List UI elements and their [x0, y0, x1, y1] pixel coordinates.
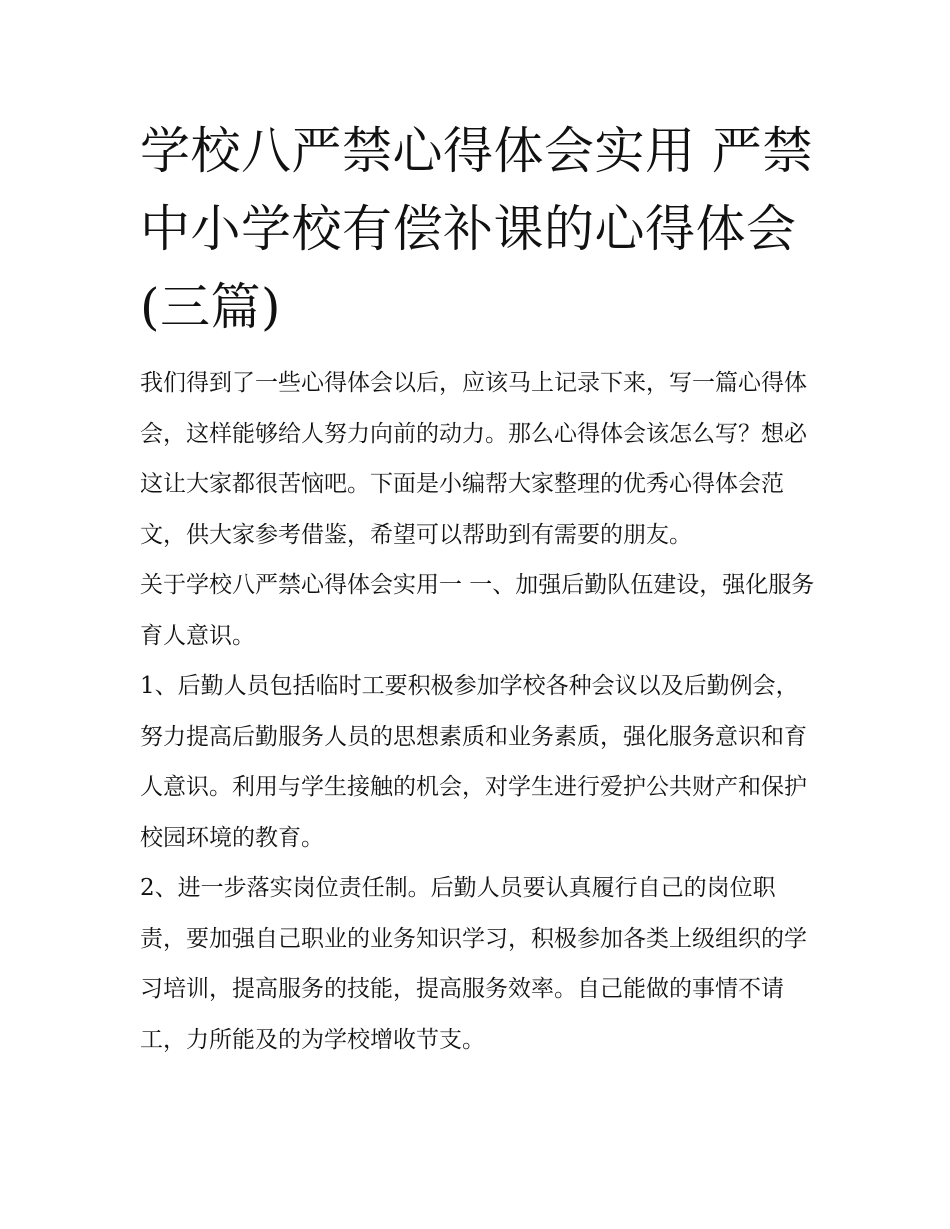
item-1-paragraph: 1、后勤人员包括临时工要积极参加学校各种会议以及后勤例会，努力提高后勤服务人员的思想素质和业务素质，强化服务意识和育人意识。利用与学生接触的机会，对学生进行爱护公共财产和保护校园环境的教育。 [140, 673, 807, 851]
document-body [140, 112, 816, 1065]
intro-paragraph: 我们得到了一些心得体会以后，应该马上记录下来，写一篇心得体会，这样能够给人努力向前的动力。那么心得体会该怎么写？想必这让大家都很苦恼吧。下面是小编帮大家整理的优秀心得体会范文，供大家参考借鉴，希望可以帮助到有需要的朋友。 [140, 370, 807, 548]
item-2-paragraph: 2、进一步落实岗位责任制。后勤人员要认真履行自己的岗位职责，要加强自己职业的业务知识学习，积极参加各类上级组织的学习培训，提高服务的技能，提高服务效率。自己能做的事情不请工，力所能及的为学校增收节支。 [140, 875, 807, 1053]
section-heading-paragraph: 关于学校八严禁心得体会实用一 一、加强后勤队伍建设，强化服务育人意识。 [140, 572, 815, 649]
document-title: 学校八严禁心得体会实用 严禁中小学校有偿补课的心得体会(三篇) [140, 122, 813, 336]
